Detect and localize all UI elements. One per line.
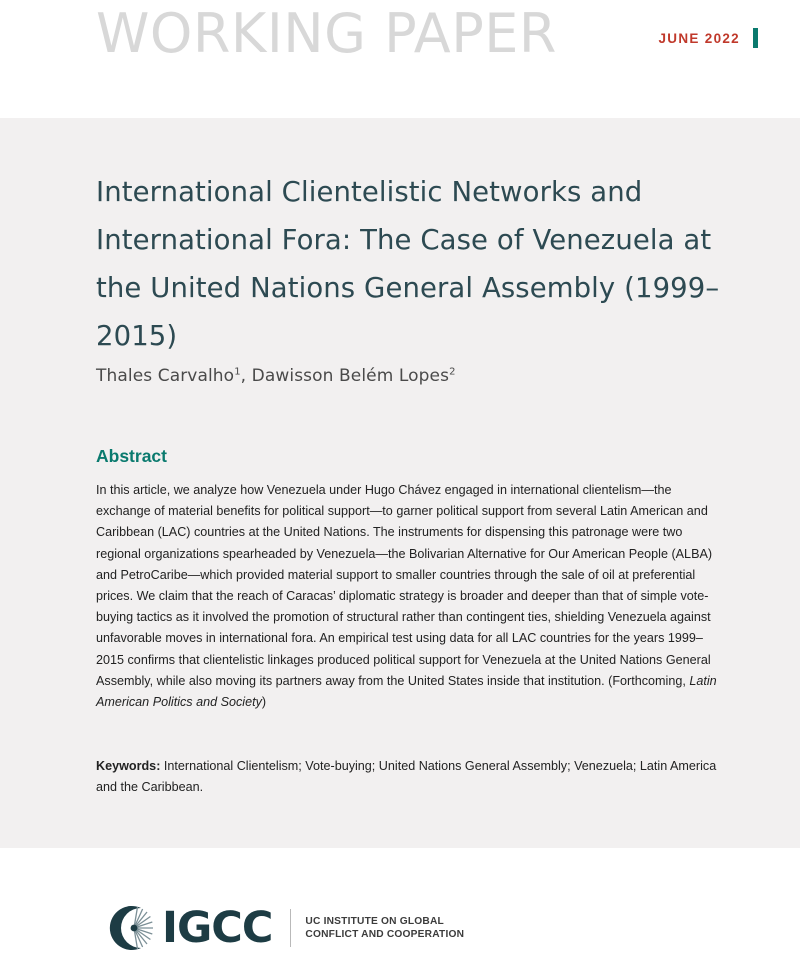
author-name-1: Thales Carvalho: [96, 366, 235, 386]
abstract-paragraph-tail: ): [261, 695, 267, 710]
keywords-label: Keywords:: [96, 759, 161, 773]
abstract-heading: Abstract: [96, 446, 167, 466]
page-header: [0, 0, 800, 112]
abstract-paragraph-main: In this article, we analyze how Venezuela under Hugo Chávez engaged in international clientelism—the exchange of material benefits for political support—to garner political support from several Latin American and Caribbean (LAC) countries at the United Nations. The instruments for dispensing this patronage were two regional organizations spearheaded by Venezuela—the Bolivarian Alternative for Our American People (ALBA) and PetroCaribe—which provided material support to smaller countries through the sale of oil at preferential prices. We claim that the reach of Caracas’ diplomatic strategy is broader and deeper than that of simple vote-buying tactics as it involved the promotion of structural rather than contingent ties, shielding Venezuela against unfavorable moves in international fora. An empirical test using data for all LAC countries for the years 1999–2015 confirms that clientelistic linkages produced political support for Venezuela at the United Nations General Assembly, while also moving its partners away from the United States inside that institution. (Forthcoming,: [96, 483, 713, 688]
author-footnote-2: 2: [449, 366, 456, 378]
igcc-mark-icon: [100, 900, 156, 956]
accent-bar: [753, 28, 758, 48]
igcc-full-name-line2: CONFLICT AND COOPERATION: [305, 929, 465, 940]
igcc-full-name-line1: UC INSTITUTE ON GLOBAL: [305, 916, 444, 927]
logo-divider: [290, 909, 291, 947]
keywords-block: [96, 756, 729, 798]
igcc-logo: [100, 900, 464, 956]
page-title: International Clientelistic Networks and International Fora: The Case of Venezuela at the United Nations General Assembly (1999–2015): [96, 176, 720, 352]
header-date-group: [659, 28, 759, 48]
igcc-wordmark: IGCC: [162, 902, 273, 953]
publication-date: JUNE 2022: [658, 30, 740, 46]
page-footer: [0, 848, 800, 960]
abstract-text: [96, 480, 729, 713]
paper-cover-panel: [0, 118, 800, 848]
abstract-journal-name: Latin American Politics and Society: [96, 673, 717, 710]
keywords-value: International Clientelism; Vote-buying; United Nations General Assembly; Venezuela; Latin America and the Caribbean.: [96, 759, 717, 795]
author-separator: ,: [240, 366, 252, 386]
author-byline: [96, 366, 736, 386]
igcc-full-name: [305, 915, 464, 941]
author-name-2: Dawisson Belém Lopes: [251, 366, 450, 386]
working-paper-banner: WORKING PAPER: [96, 2, 557, 65]
author-footnote-1: 1: [234, 366, 241, 378]
